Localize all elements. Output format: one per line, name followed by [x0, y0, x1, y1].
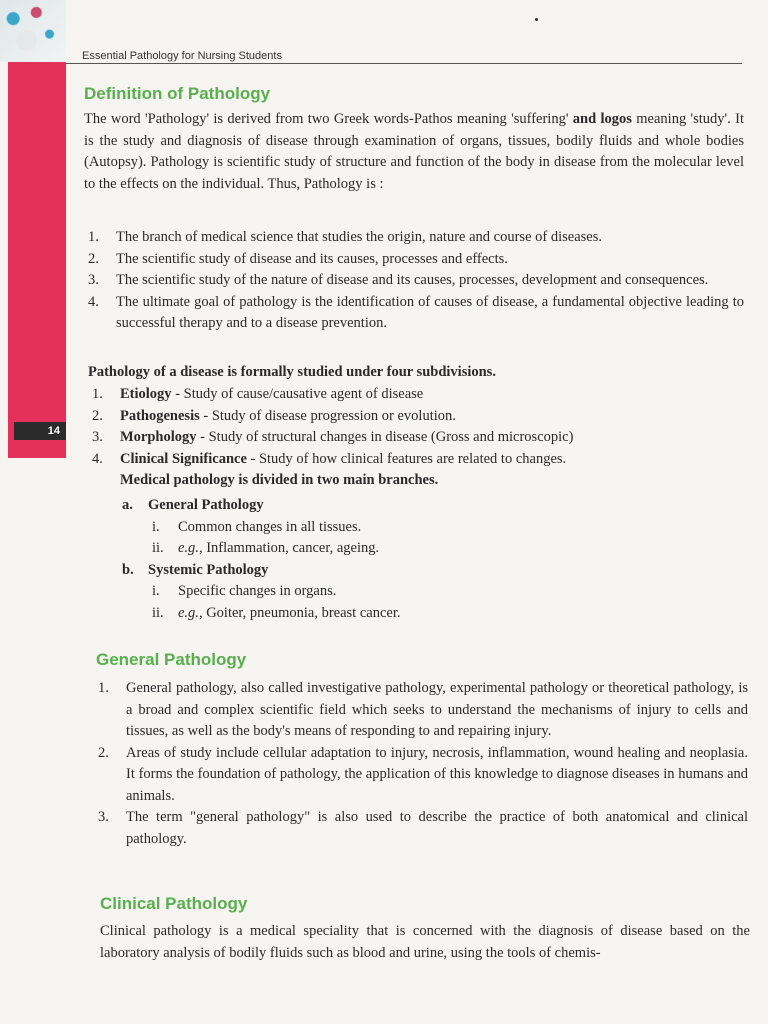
branches-heading: Medical pathology is divided in two main branches. — [120, 472, 439, 488]
list-item: 2. Pathogenesis - Study of disease progression or evolution. — [92, 407, 456, 424]
definition-list — [88, 227, 744, 335]
clinical-pathology-paragraph: Clinical pathology is a medical speciality that is concerned with the diagnosis of disease based on the laboratory analysis of bodily fluids such as blood and urine, using the tools of chemis- — [100, 923, 750, 961]
speck — [535, 18, 538, 21]
list-item: 3. The scientific study of the nature of disease and its causes, processes, development and consequences. — [88, 272, 709, 288]
list-item: 2. Areas of study include cellular adaptation to injury, necrosis, inflammation, wound healing and neoplasia. It forms the foundation of pathology, the application of this knowledge to diagnose diseases in humans and animals. — [98, 744, 748, 804]
running-header: Essential Pathology for Nursing Students — [82, 50, 282, 62]
header-rule — [66, 63, 742, 64]
list-item: 3. Morphology - Study of structural changes in disease (Gross and microscopic) — [92, 429, 574, 445]
corner-decoration — [0, 0, 66, 62]
list-item: 4. The ultimate goal of pathology is the identification of causes of disease, a fundamental objective leading to successful therapy and to a disease prevention. — [88, 293, 744, 331]
branch-a: a. General Pathology i. Common changes in all tissues. ii. e.g., Inflammation, cancer, ageing. b. Systemic Pathology i. Specific changes in organs. ii. e.g., Goiter, pneumonia, breast cancer. — [122, 497, 401, 621]
section-title-general-pathology: General Pathology — [96, 650, 247, 669]
section-title-clinical-pathology: Clinical Pathology — [100, 894, 248, 913]
general-pathology-list — [98, 678, 748, 850]
list-item: 3. The term "general pathology" is also used to describe the practice of both anatomical and clinical pathology. — [98, 809, 748, 847]
list-item: 2. The scientific study of disease and its causes, processes and effects. — [88, 250, 508, 267]
margin-color-bar — [8, 62, 66, 458]
list-item: 1. General pathology, also called investigative pathology, experimental pathology or theoretical pathology, is a broad and complex scientific field which seeks to understand the mechanisms of injury to cells and tissues, as well as the body's means of responding to and repairing injury. — [98, 680, 748, 739]
page-number: 14 — [14, 422, 66, 440]
subdivisions-heading: Pathology of a disease is formally studied under four subdivisions. — [88, 364, 496, 380]
section-title-definition: Definition of Pathology — [84, 84, 271, 103]
subdivisions-list — [92, 384, 748, 492]
list-item: 1. Etiology - Study of cause/causative agent of disease — [92, 386, 424, 402]
list-item: 4. Clinical Significance - Study of how clinical features are related to changes. — [92, 450, 567, 467]
list-item: 1. The branch of medical science that studies the origin, nature and course of diseases. — [88, 229, 602, 245]
intro-paragraph: The word 'Pathology' is derived from two Greek words-Pathos meaning 'suffering' and logos meaning 'study'. It is the study and diagnosis of disease through examination of organs, tissues, bodily fluids and whole bodies (Autopsy). Pathology is scientific study of structure and function of the body in disease from the molecular level to the effects on the individual. Thus, Pathology is : — [84, 111, 744, 192]
